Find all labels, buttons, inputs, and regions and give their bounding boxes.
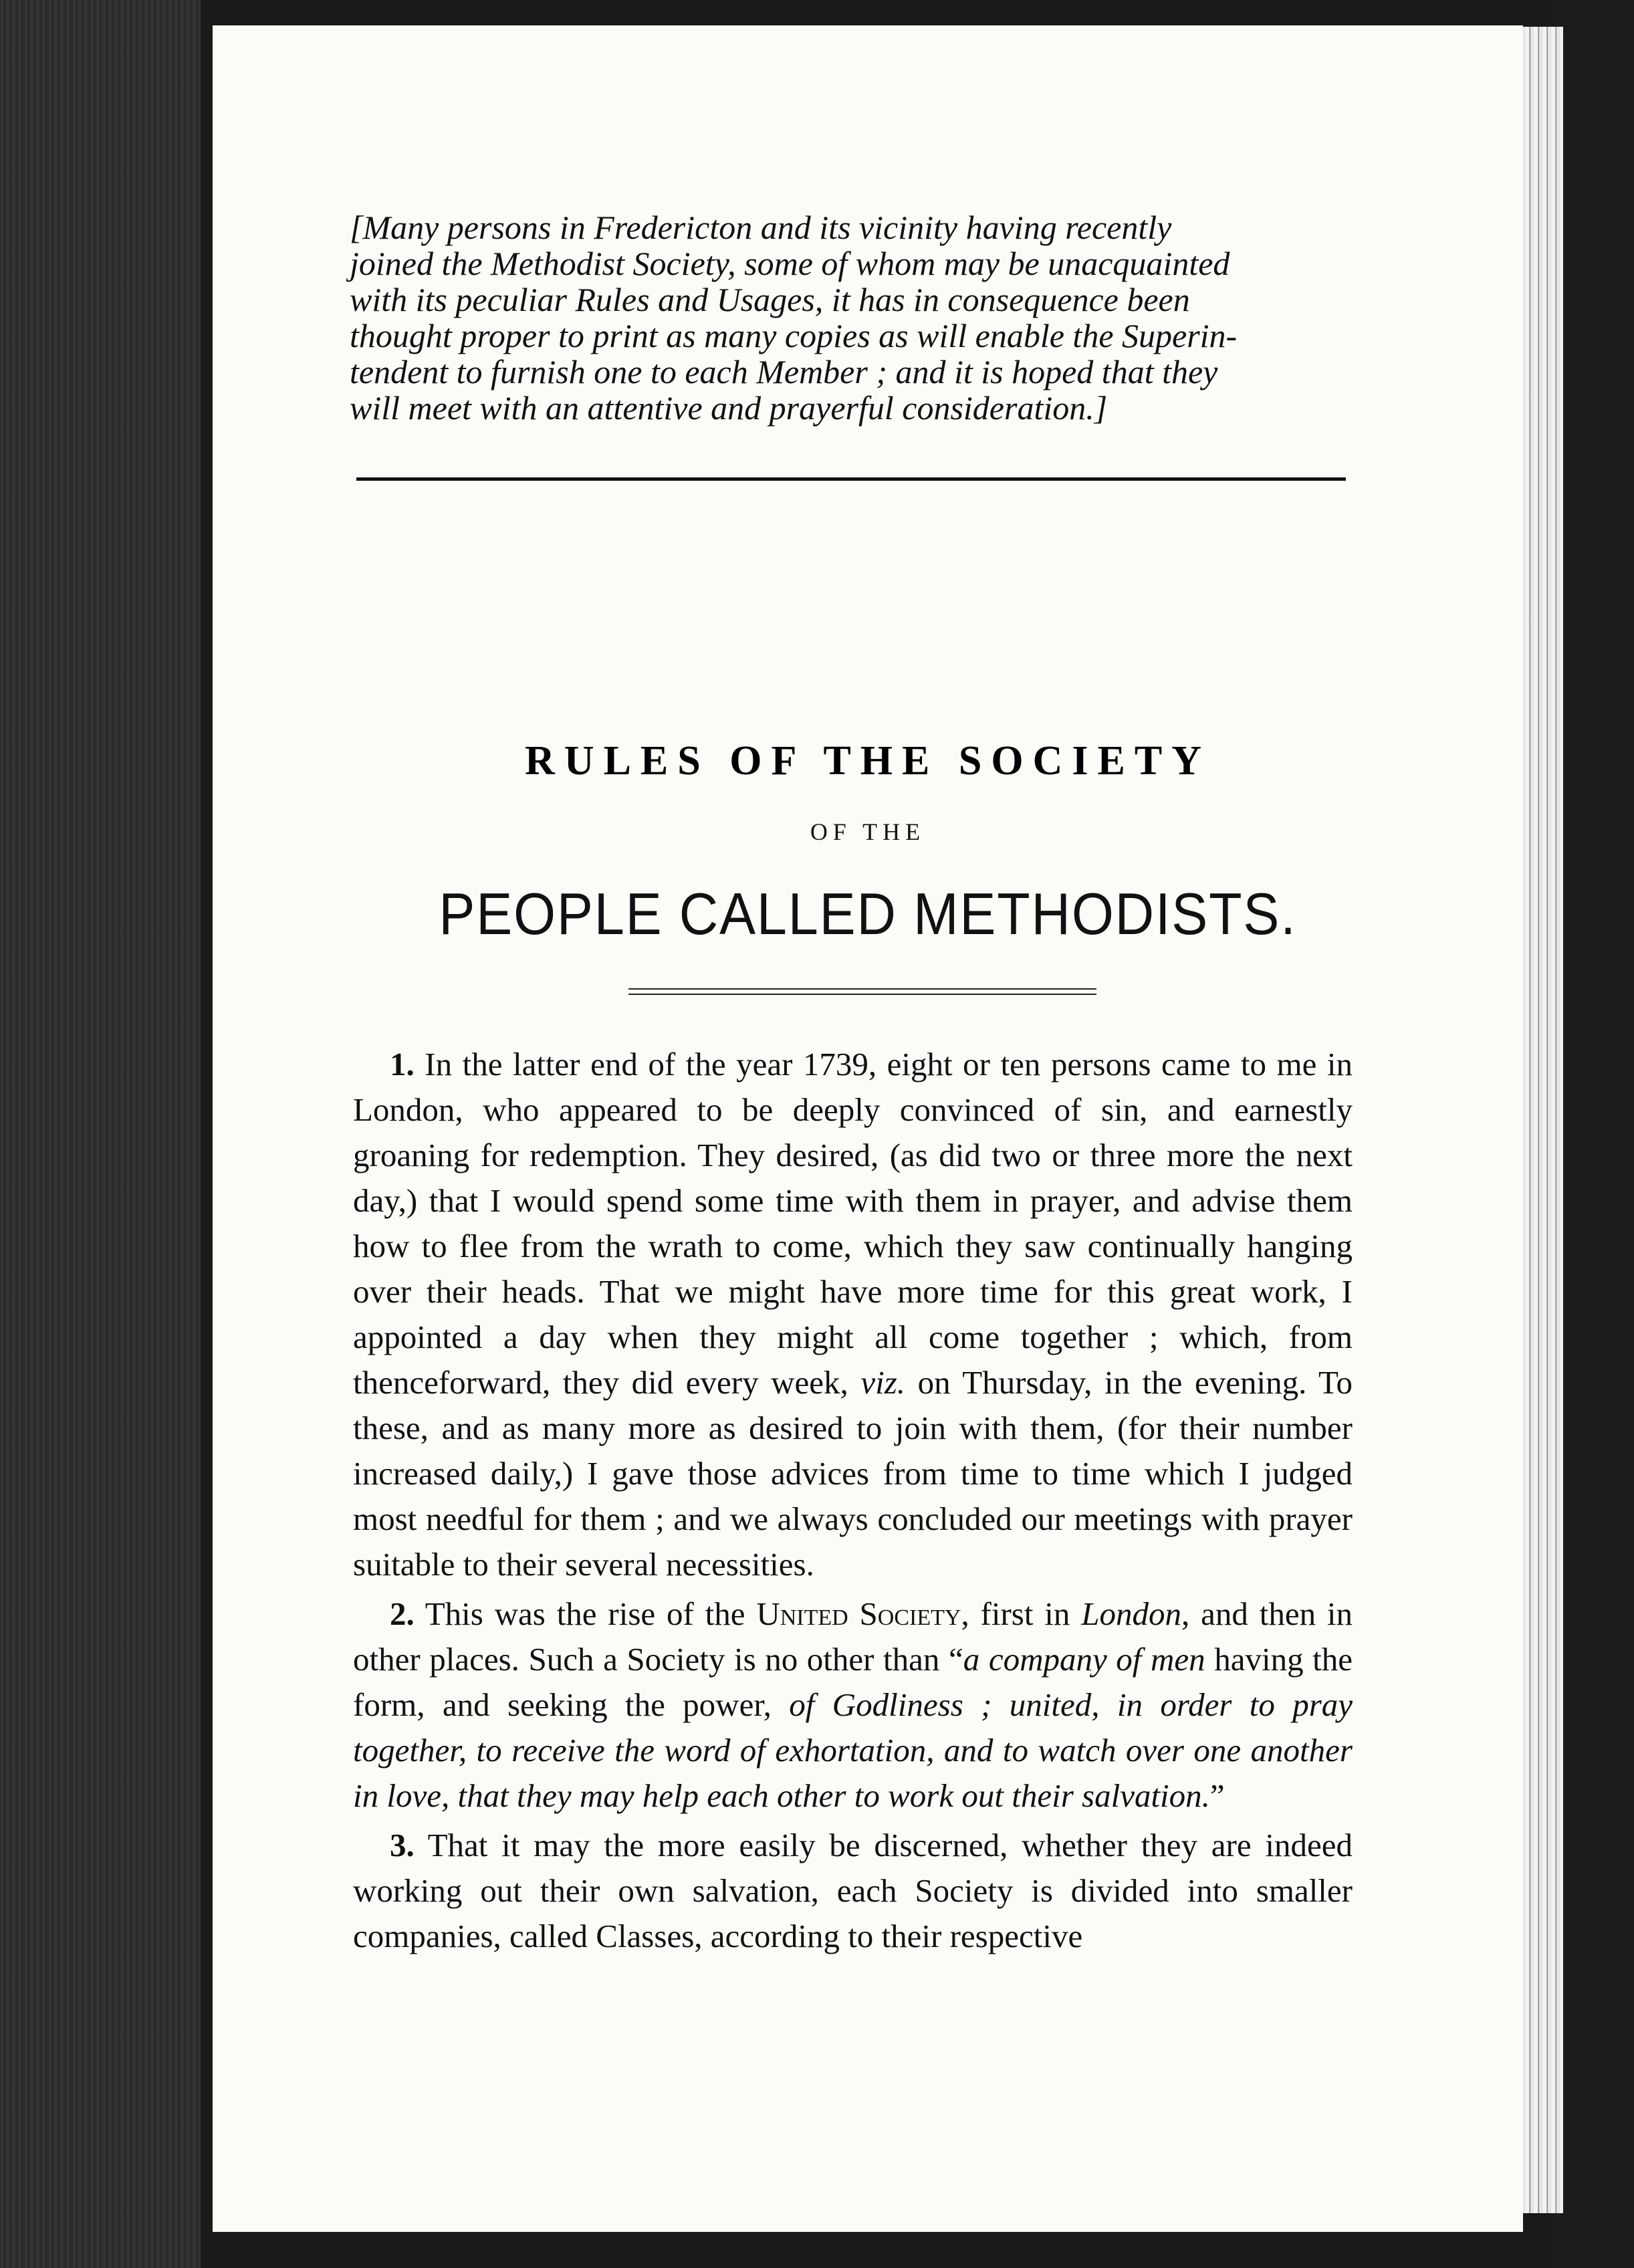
note-line: will meet with an attentive and prayerful consideration.] — [350, 389, 1108, 427]
paragraph-text: on Thursday, in the evening. To these, and as many more as desired to join with them, (for their number increased daily,) I gave those advices from time to time which I judged most needful for them ; and we always concluded our meetings with prayer suitable to their several necessities. — [353, 1364, 1353, 1583]
heading-main-title: PEOPLE CALLED METHODISTS. — [439, 881, 1297, 947]
book-cover-left — [0, 0, 201, 2268]
note-line: tendent to furnish one to each Member ; and it is hoped that they — [350, 353, 1218, 390]
paragraph-text: having the form, and seeking the power, — [353, 1641, 1353, 1723]
body-text — [353, 1042, 1353, 1963]
double-rule — [628, 988, 1096, 995]
note-line: [Many persons in Fredericton and its vicinity having recently — [350, 209, 1172, 246]
divider-rule — [356, 477, 1346, 481]
paragraph-text: In the latter end of the year 1739, eight or ten persons came to me in London, who appeared to be deeply convinced of sin, and earnestly groaning for redemption. They desired, (as did two or three more the next day,) that I would spend some time with them in prayer, and advise them how to flee from the wrath to come, which they saw continually hanging over their heads. That we might have more time for this great work, I appointed a day when they might all come together ; which, from thenceforward, they did every week, — [353, 1046, 1353, 1401]
paragraph-italic: of Godliness ; united, in order to pray together, to receive the word of exhortation, and to watch over one another in love, that they may help each other to work out their salvation. — [353, 1686, 1353, 1814]
heading-rules: RULES OF THE SOCIETY — [525, 738, 1211, 784]
paragraph-italic: a company of men — [963, 1641, 1205, 1678]
paragraph-text: ” — [1209, 1777, 1225, 1814]
paragraph-text: , first in — [961, 1595, 1070, 1632]
paragraph-number: 1. — [390, 1046, 415, 1083]
note-line: joined the Methodist Society, some of whom may be unacquainted — [350, 245, 1230, 282]
paragraph-italic: viz. — [860, 1364, 906, 1401]
paragraph-smallcaps: United Society — [756, 1595, 961, 1632]
paragraph-text: , and then in other places. Such a Society is no other than “ — [353, 1595, 1353, 1678]
paragraph-number: 2. — [390, 1595, 415, 1632]
heading-of-the: OF THE — [810, 818, 926, 845]
note-line: thought proper to print as many copies as will enable the Superin- — [350, 317, 1238, 354]
paragraph-1 — [353, 1042, 1353, 1587]
page-edges — [1516, 27, 1563, 2213]
note-line: with its peculiar Rules and Usages, it has in consequence been — [350, 281, 1190, 318]
book-cover-right — [1554, 0, 1634, 2268]
paragraph-3 — [353, 1823, 1353, 1959]
document-page — [213, 25, 1523, 2232]
paragraph-italic: London — [1081, 1595, 1182, 1632]
paragraph-text: That it may the more easily be discerned, whether they are indeed working out their own salvation, each Society is divided into smaller companies, called Classes, according to their respective — [353, 1827, 1353, 1954]
paragraph-number: 3. — [390, 1827, 415, 1863]
paragraph-2 — [353, 1591, 1353, 1819]
paragraph-text: This was the rise of the — [425, 1595, 745, 1632]
preface-note — [350, 209, 1353, 426]
